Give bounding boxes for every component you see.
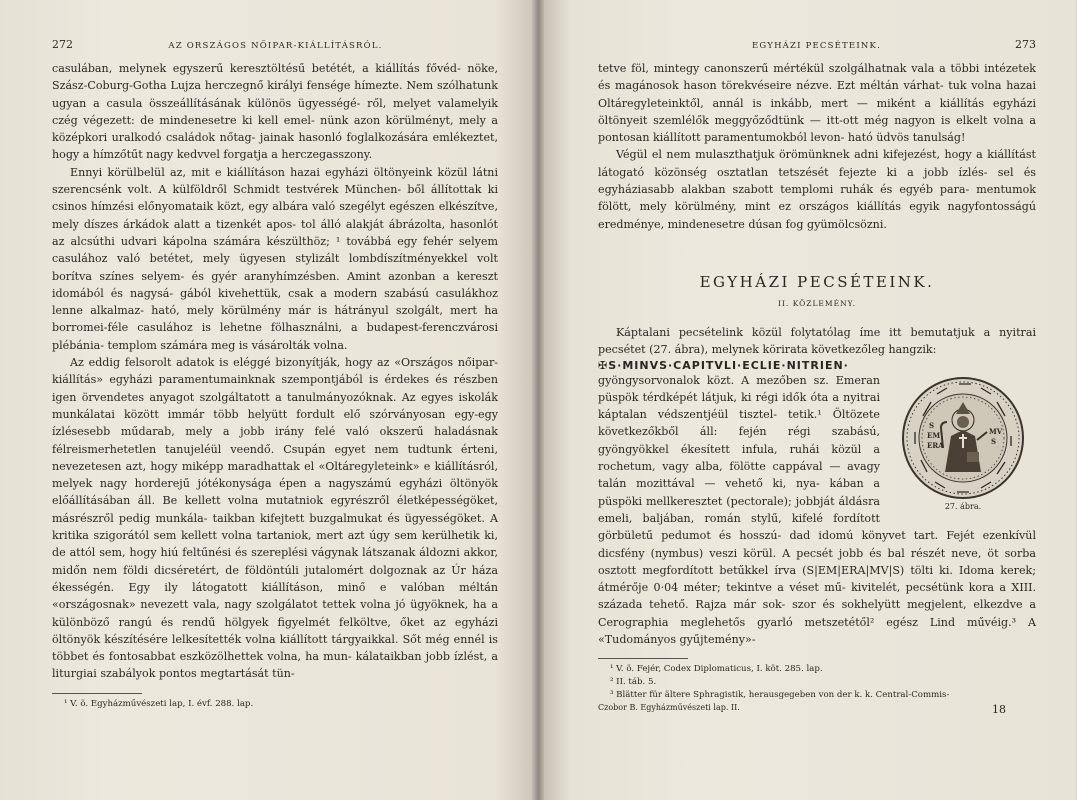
seal-image xyxy=(901,376,1025,500)
right-page-number: 273 xyxy=(1015,38,1036,51)
left-body xyxy=(52,60,498,683)
seal-caption: 27. ábra. xyxy=(944,501,982,511)
right-page xyxy=(538,0,1076,800)
right-body xyxy=(598,60,1036,648)
article-intro: Káptalani pecsételink közül folytatólag íme itt bemutatjuk a nyitrai pecsétet (27. ábra), melynek körirata következőleg hangzik: xyxy=(598,325,1036,357)
left-paragraph: casulában, melynek egyszerű keresztöltésű betétét, a kiállítás fővéd- nöke, Szász-Coburg-Gotha Lujza herczegnő királyi fensége hímezte. Nem szólhatunk ugyan a casula összeállításának különös ügyességé- ről, melyet valamelyik czég végezett: de mindenesetre ki kell emel- nünk azon körülményt, mely a középkori uralkodó családok nőtag- jainak hasonló foglalkozására emlékeztet, hogy a hímzőtűt nagy kedvvel forgatja a herczegasszony. xyxy=(52,62,498,162)
article-heading: EGYHÁZI PECSÉTEINK. xyxy=(699,272,935,291)
left-paragraph: Ennyi körülbelül az, mit e kiállításon hazai egyházi öltönyeink közül látni szerencsénk volt. A külföldről Schmidt testvérek München- ből állítottak ki csinos hímzési előnyomataik közt, egy albára való szegélyt egészen elkészítve, mely díszes árkádok alatt a tizenkét apos- tol álló alakját ábrázolta, hasonlót az alcsúthi udvari kápolna számára készülthöz; ¹ továbbá egy fehér selyem casulához való betétet, mely ügyesen stylizált lombdíszítményekkel volt borítva színes selyem- és gyér aranyhímzésben. Amint azonban a kereszt idomából és nagysá- gából kivehettük, csak a modern szabású casulákhoz lenne alkalmaz- ható, mely körülmény már is hátrányul szolgált, mert ha borromei-féle casulához is lehetne fölhasználni, a budapest-ferenczvárosi plébánia- templom számára meg is vásárolták volna. xyxy=(52,165,498,352)
right-footnote: ³ Blätter für ältere Sphragistik, herausgegeben von der k. k. Central-Commis- xyxy=(610,690,950,701)
right-paragraph: tetve föl, mintegy canonszerű mértékül szolgálhatnak vala a többi intézetek és magánosok hason törekvéseire nézve. Ezt méltán várhat- tuk volna hazai Oltáregyleteinktől, annál is inkább, mert — miként a kiállítás egyházi öltönyeit szemlélők meggyőződtünk — itt-ott még nagyon is elkelt volna a pontosan kiállított paramentumokból levon- ható üdvös tanulság! xyxy=(598,62,1036,145)
right-running-title: EGYHÁZI PECSÉTEINK. xyxy=(752,41,881,51)
left-paragraph: Az eddig felsorolt adatok is eléggé bizonyítják, hogy az «Országos nőipar-kiállítás» egyházi paramentumainknak szempontjából is érdekes és részben igen örvendetes anyagot szolgáltatott a tanulmányozóknak. Az egyes iskolák munkálatai között immár több helyütt fordult elő szórványosan egy-egy ízlésesebb műdarab, mely a jobb irány felé való okszerű haladásnak félreismerhetetlen tanujeléül veendő. Csupán egyet nem tudtunk érteni, nevezetesen azt, hogy miképp maradhattak el «Oltáregyleteink» e kiállításról, melyek nagy horderejű jótékonysága épen a nagyszámú egyházi öltönyök előállításában áll. Be kellett volna mutatniok egyrészről életképességöket, másrészről pedig munkála- taikban kifejtett buzgalmukat és ügyességöket. A kritika szigorától sem kellett volna tartaniok, mert azt úgy sem kerülhetik ki, de attól sem, hogy hiú feltűnési és szereplési vágynak látszanak áldozni akkor, midőn nem földi dicséretért, de földöntúli jutalomért dolgoznak az Úr háza ékességén. Egy ily látogatott kiállításon, minő e valóban méltán «országosnak» nevezett vala, nagy szolgálatot tettek volna jó ügyöknek, ha a különböző rangú és rendű hölgyek figyelmét felköltve, őket az egyházi öltönyök készítésére lelkesítették volna kiállított tárgyaikkal. Sőt még ennél is többet és fontosabbat eszközölhettek volna, ha mun- kálataikban jobb ízlést, a liturgiai szabályok pontos megtartását tün- xyxy=(52,356,498,681)
svg-text:EM: EM xyxy=(927,430,941,440)
svg-text:ERA: ERA xyxy=(927,440,944,450)
left-page-number: 272 xyxy=(52,38,73,51)
footer-author: Czobor B. Egyházművészeti lap. II. xyxy=(598,703,740,713)
signature-mark: 18 xyxy=(992,703,1006,717)
svg-text:S: S xyxy=(991,436,997,446)
right-running-head xyxy=(598,38,1036,60)
footnote-rule xyxy=(598,658,688,659)
book-gutter xyxy=(532,0,544,800)
left-footnote: ¹ V. ö. Egyházművészeti lap, I. évf. 288. lap. xyxy=(64,698,254,709)
left-page xyxy=(0,0,538,800)
right-footnote: ¹ V. ö. Fejér, Codex Diplomaticus, I. köt. 285. lap. xyxy=(610,664,823,675)
article-text: gyöngysorvonalok közt. A mezőben sz. Emeran püspök térdképét látjuk, ki régi idők óta a nyitrai káptalan védszentjéül tisztel- tetik.¹ Öltözete következőkből áll: fején régi szabású, gyöngyökkel ékesített infula, ruhái közül a rochetum, vagy alba, fölötte cappával — avagy talán mozittával — vehető ki, nya- kában a püspöki mellkeresztet (pectorale); jobbját áldásra emeli, baljában, román stylű, kifelé fordított görbületű pedumot és hosszú- dad idomú könyvet tart. Fejét ezenkívül dicsfény (nymbus) veszi körül. A pecsét jobb és bal részét neve, öt sorba osztott megfordított betűkkel írva (S|EM|ERA|MV|S) tölti ki. Idoma kerek; átmérője 0·04 méter; tekintve a véset mű- kivitelét, pecsétünk kora a XIII. százada tehető. Rajza már sok- szor és sokhelyütt megjelent, elkezdve a Cerographia meglehetős gyarló metszetétől² egész Lind művéig.³ A «Tudományos gyűjtemény»- xyxy=(598,373,1036,647)
footnote-rule xyxy=(52,693,142,694)
svg-text:MV: MV xyxy=(989,426,1003,436)
seal-inscription: ✠S·MINVS·CAPITVLI·ECLIE·NITRIEN· xyxy=(598,358,849,372)
svg-text:S: S xyxy=(929,420,935,430)
left-running-title: AZ ORSZÁGOS NŐIPAR-KIÁLLÍTÁSRÓL. xyxy=(168,41,383,51)
seal-figure xyxy=(890,376,1036,511)
right-footline xyxy=(598,703,1036,716)
right-footnote: ² II. táb. 5. xyxy=(610,677,657,688)
left-running-head xyxy=(52,38,498,60)
article-subheading: II. KÖZLEMÉNY. xyxy=(778,298,856,308)
right-paragraph: Végül el nem mulaszthatjuk örömünknek adni kifejezést, hogy a kiállítást látogató közönség osztatlan tetszését fejezte ki a jobb ízlés- sel és egyháziasabb alakban szabott templomi ruhák és egyéb para- mentumok fölött, mely körülmény, mint ez országos kiállítás egyik nagyfontosságú eredménye, mindenesetre dúsan fog gyümölcsözni. xyxy=(598,148,1036,231)
